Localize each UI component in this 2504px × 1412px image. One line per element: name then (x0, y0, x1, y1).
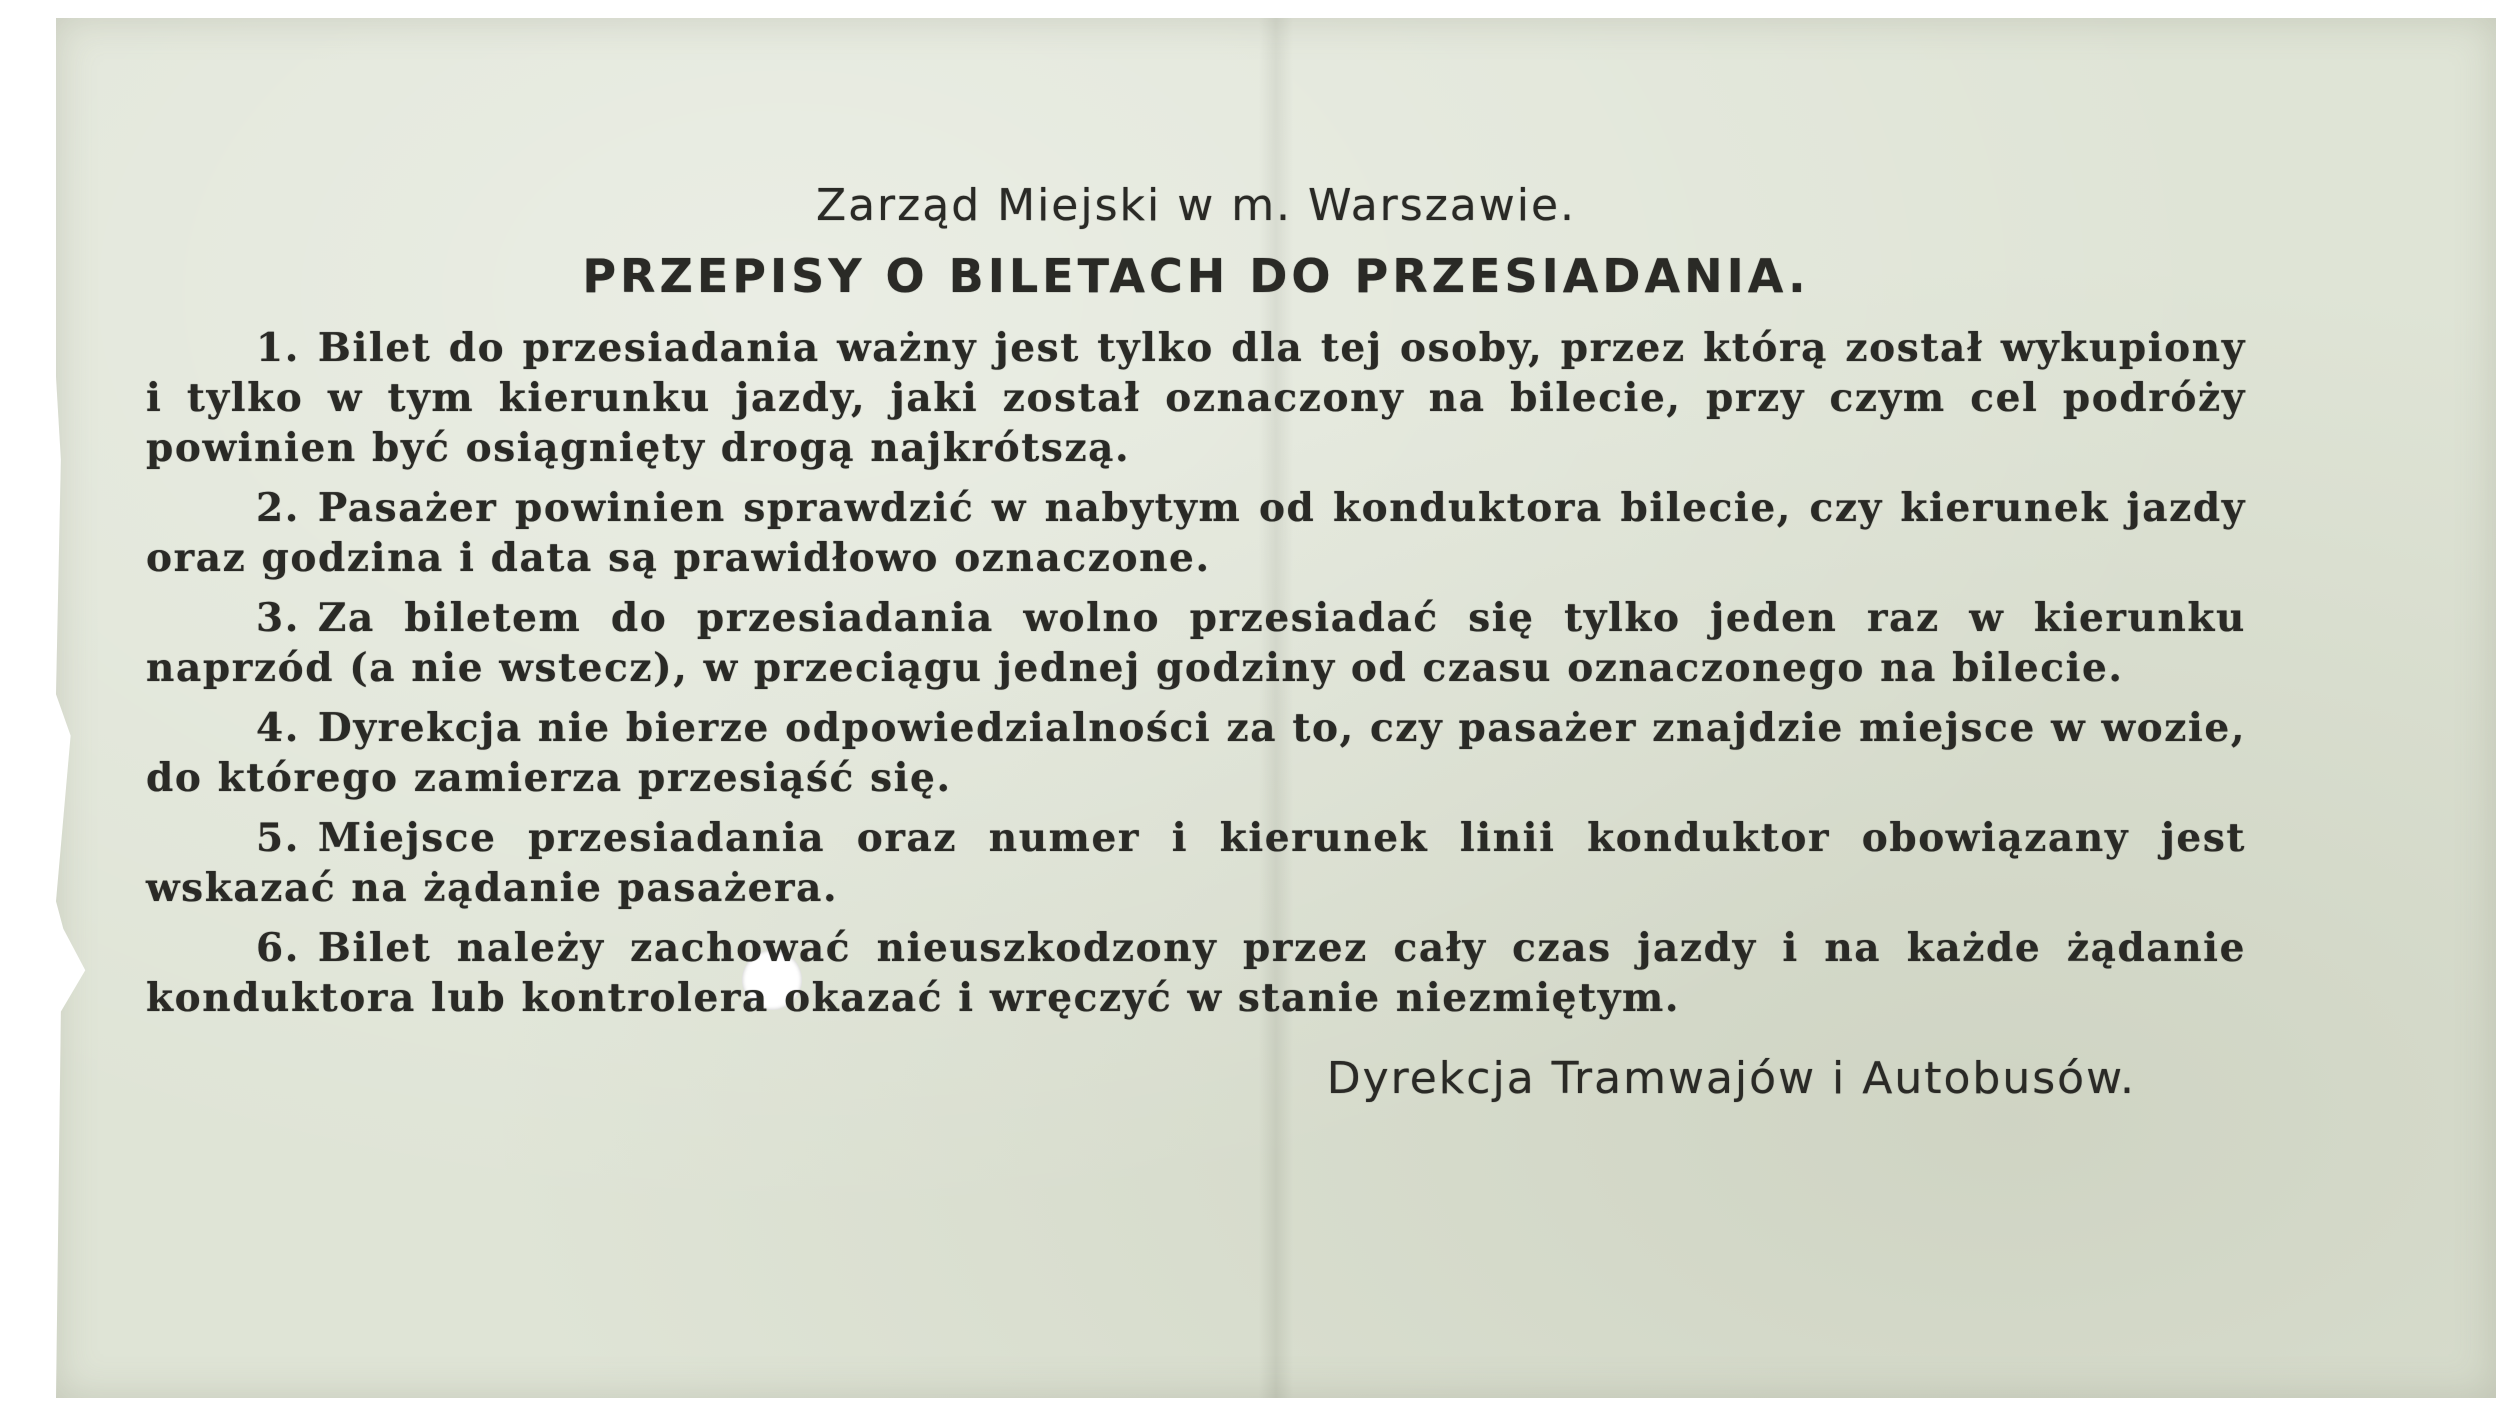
rule-4 (146, 703, 2246, 803)
rule-2 (146, 483, 2246, 583)
rule-text: Za biletem do przesiadania wolno przesiadać się tylko jeden raz w kierunku naprzód (a nie wstecz), w przeciągu jednej godziny od czasu oznaczonego na bilecie. (146, 595, 2246, 691)
rule-text: Bilet do przesiadania ważny jest tylko dla tej osoby, przez którą został wykupiony i tylko w tym kierunku jazdy, jaki został oznaczony na bilecie, przy czym cel podróży powinien być osiągnięty drogą najkrótszą. (146, 325, 2246, 471)
rule-number: 2. (256, 485, 300, 531)
rule-number: 5. (256, 815, 300, 861)
issuer-heading: Zarząd Miejski w m. Warszawie. (815, 180, 1577, 231)
rule-number: 4. (256, 705, 300, 751)
rule-text: Dyrekcja nie bierze odpowiedzialności za to, czy pasażer znajdzie miejsce w wozie, do którego zamierza przesiąść się. (146, 705, 2246, 801)
regulations-title: PRZEPISY O BILETACH DO PRZESIADANIA. (582, 249, 1810, 303)
signature: Dyrekcja Tramwajów i Autobusów. (1326, 1053, 2136, 1104)
rule-text: Pasażer powinien sprawdzić w nabytym od konduktora bilecie, czy kierunek jazdy oraz godzina i data są prawidłowo oznaczone. (146, 485, 2246, 581)
rule-number: 1. (256, 325, 300, 371)
rule-3 (146, 593, 2246, 693)
ticket-text (146, 180, 2246, 1104)
rule-5 (146, 813, 2246, 913)
rule-text: Miejsce przesiadania oraz numer i kierunek linii konduktor obowiązany jest wskazać na żądanie pasażera. (146, 815, 2246, 911)
rule-1 (146, 323, 2246, 473)
rule-number: 6. (256, 925, 300, 971)
rule-6 (146, 923, 2246, 1023)
rule-number: 3. (256, 595, 300, 641)
rule-text: Bilet należy zachować nieuszkodzony przez cały czas jazdy i na każde żądanie konduktora lub kontrolera okazać i wręczyć w stanie niezmiętym. (146, 925, 2246, 1021)
